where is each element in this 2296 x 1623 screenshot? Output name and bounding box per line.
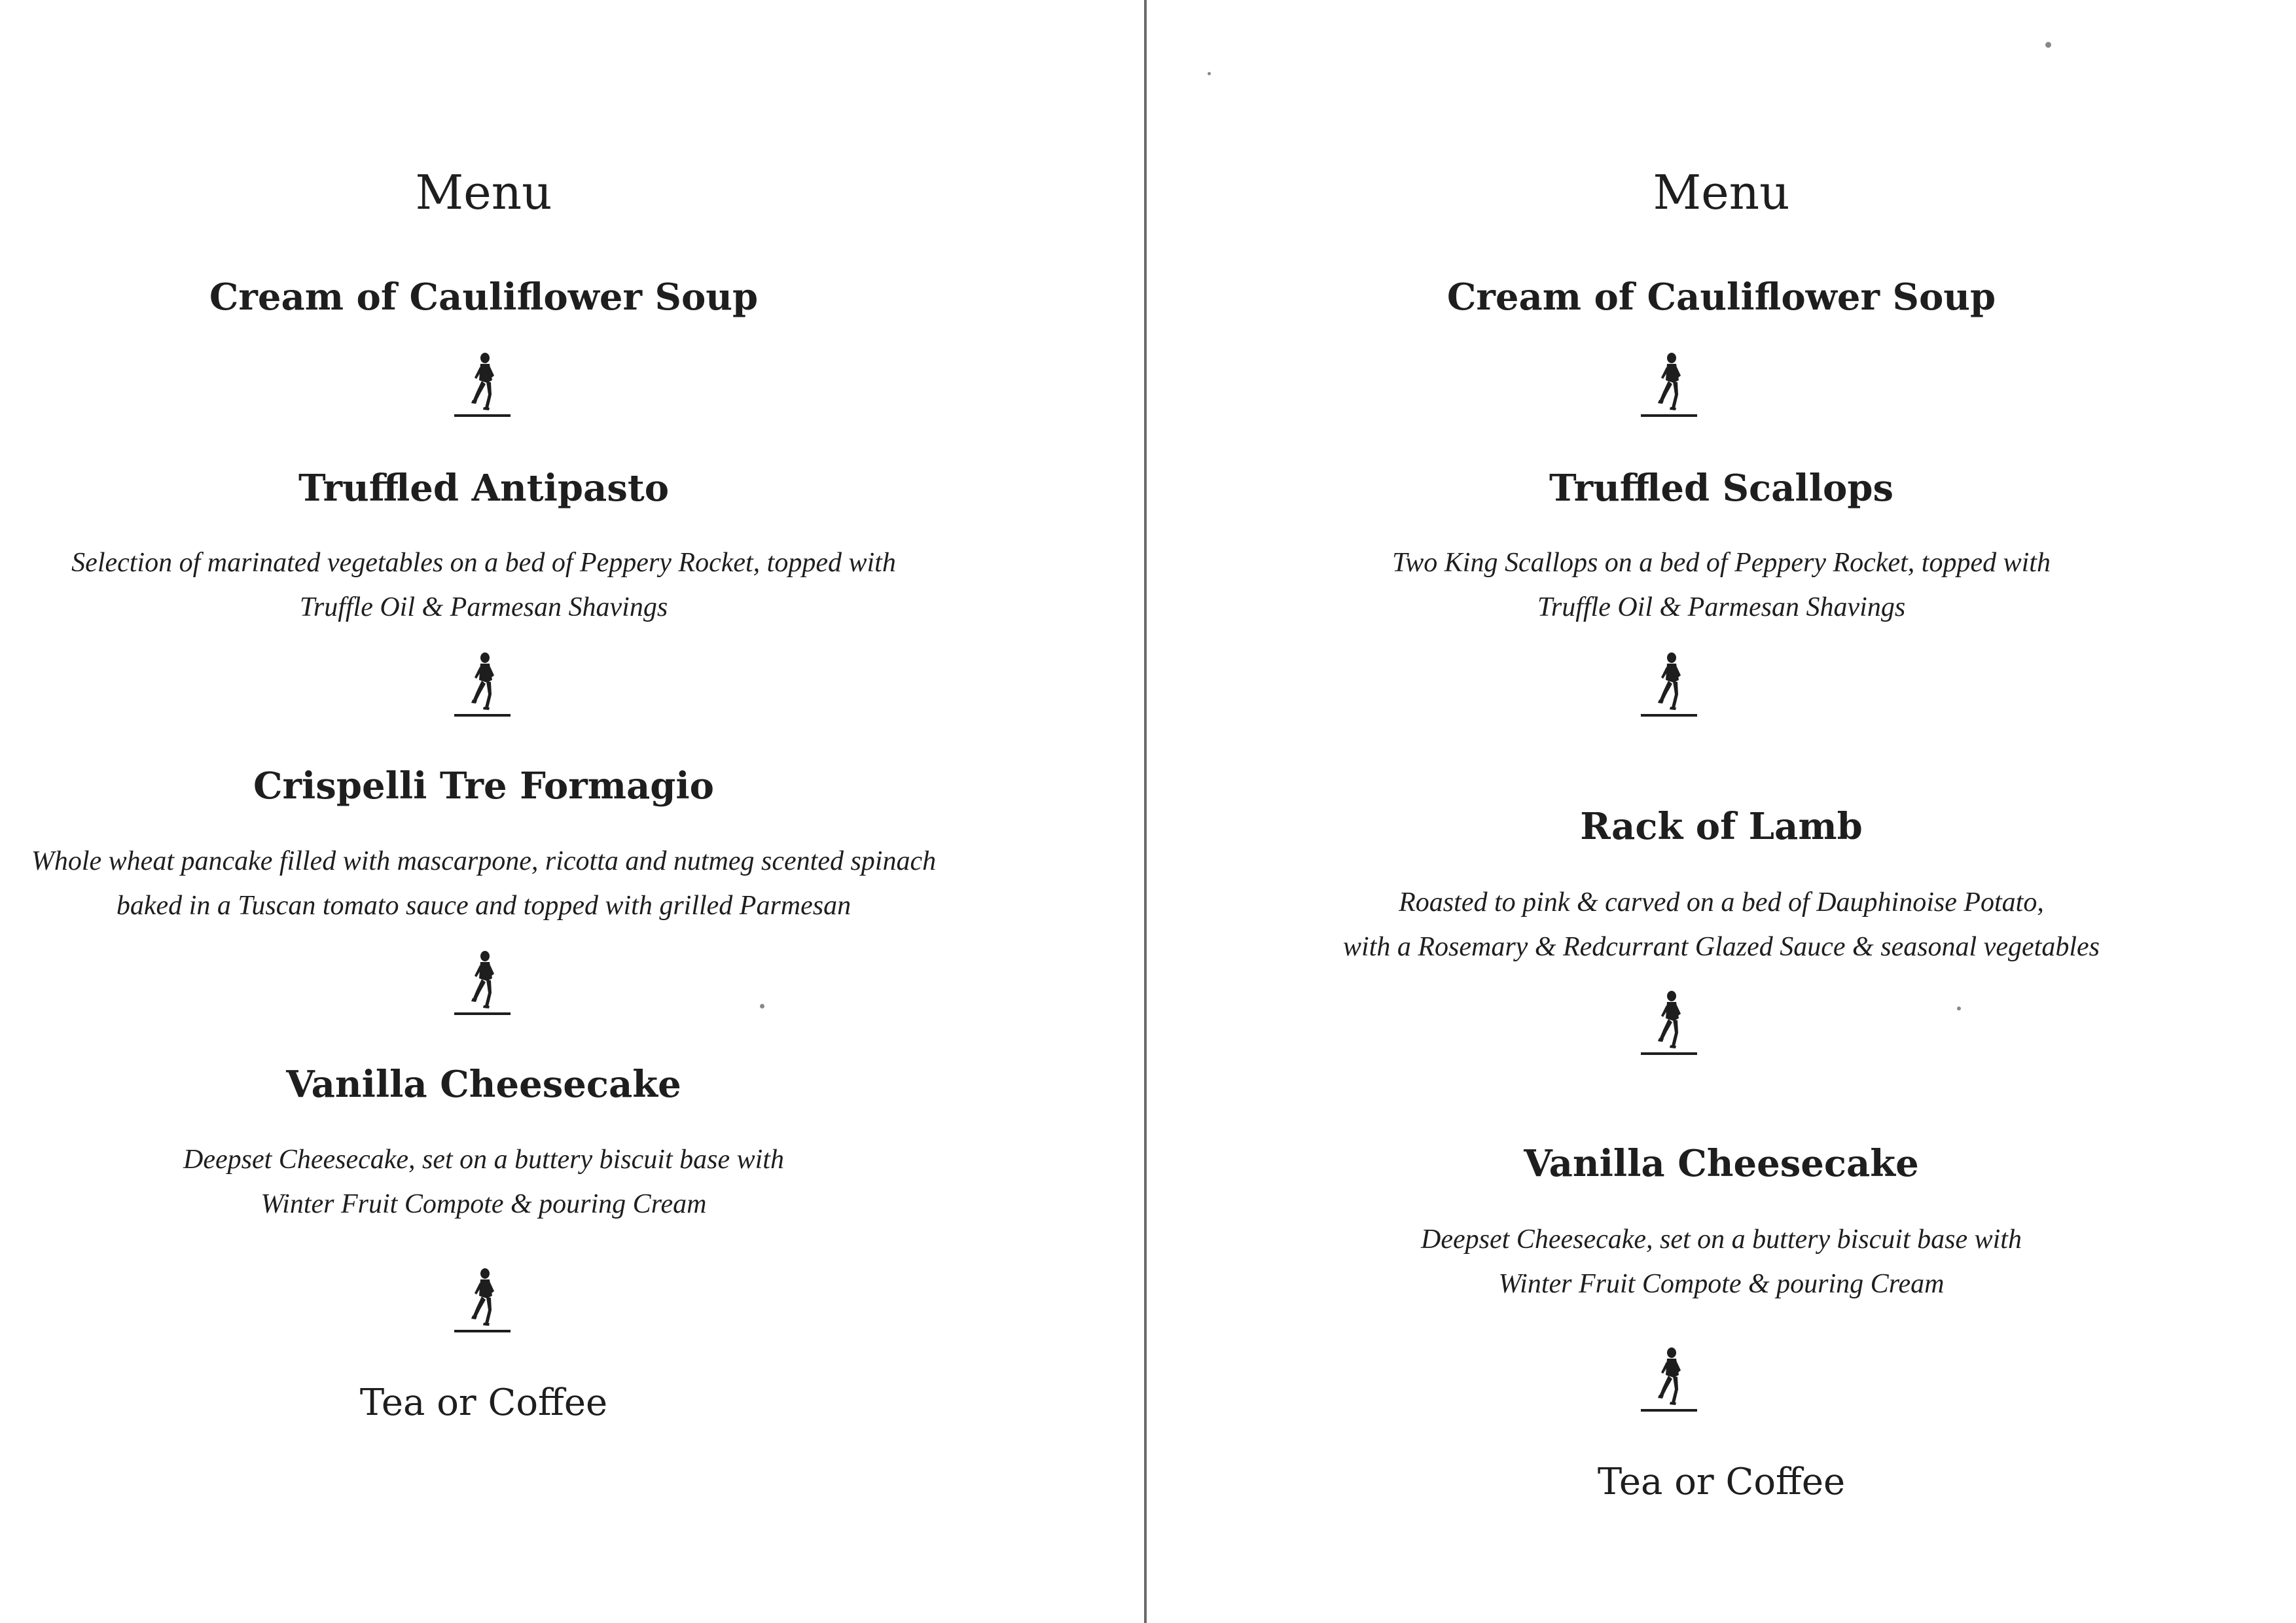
- course-description: [1147, 1217, 2296, 1306]
- running-figure-icon: [1640, 351, 1698, 423]
- course-name: Tea or Coffee: [359, 1382, 608, 1424]
- description-line: Truffle Oil & Parmesan Shavings: [299, 592, 668, 622]
- course-name: Vanilla Cheesecake: [1524, 1142, 1919, 1185]
- running-figure-icon: [1640, 1346, 1698, 1418]
- menu-title: Menu: [415, 165, 552, 220]
- course-description: [0, 541, 967, 630]
- description-line: Truffle Oil & Parmesan Shavings: [1537, 592, 1906, 622]
- description-line: Deepset Cheesecake, set on a buttery biscuit base with: [1421, 1224, 2022, 1255]
- menu-title: Menu: [1653, 165, 1790, 220]
- description-line: Winter Fruit Compote & pouring Cream: [1498, 1269, 1945, 1299]
- course-name: Tea or Coffee: [1597, 1461, 1846, 1503]
- description-line: Deepset Cheesecake, set on a buttery biscuit base with: [183, 1145, 784, 1175]
- course-description: [1147, 880, 2296, 969]
- running-figure-icon: [453, 1267, 512, 1339]
- description-line: Two King Scallops on a bed of Peppery Rocket, topped with: [1392, 548, 2051, 578]
- course-name: Cream of Cauliflower Soup: [209, 276, 759, 319]
- running-figure-icon: [1640, 651, 1698, 723]
- course-name: Crispelli Tre Formagio: [253, 764, 715, 808]
- course-name: Cream of Cauliflower Soup: [1446, 276, 1996, 319]
- right-menu-page: [1147, 0, 2296, 1623]
- description-line: Winter Fruit Compote & pouring Cream: [260, 1189, 707, 1219]
- description-line: Whole wheat pancake filled with mascarpone, ricotta and nutmeg scented spinach: [31, 846, 937, 876]
- course-description: [1147, 541, 2296, 630]
- running-figure-icon: [453, 950, 512, 1022]
- running-figure-icon: [1640, 990, 1698, 1061]
- description-line: Roasted to pink & carved on a bed of Dauphinoise Potato,: [1399, 887, 2044, 918]
- course-name: Rack of Lamb: [1580, 805, 1863, 848]
- running-figure-icon: [453, 651, 512, 723]
- description-line: Selection of marinated vegetables on a bed of Peppery Rocket, topped with: [71, 548, 896, 578]
- course-name: Truffled Scallops: [1549, 467, 1894, 510]
- course-name: Truffled Antipasto: [298, 467, 670, 510]
- course-name: Vanilla Cheesecake: [286, 1063, 681, 1106]
- description-line: with a Rosemary & Redcurrant Glazed Sauce & seasonal vegetables: [1343, 932, 2100, 962]
- running-figure-icon: [453, 351, 512, 423]
- course-description: [0, 1137, 967, 1226]
- left-menu-page: [0, 0, 967, 1623]
- description-line: baked in a Tuscan tomato sauce and topped with grilled Parmesan: [116, 891, 852, 921]
- course-description: [0, 839, 967, 928]
